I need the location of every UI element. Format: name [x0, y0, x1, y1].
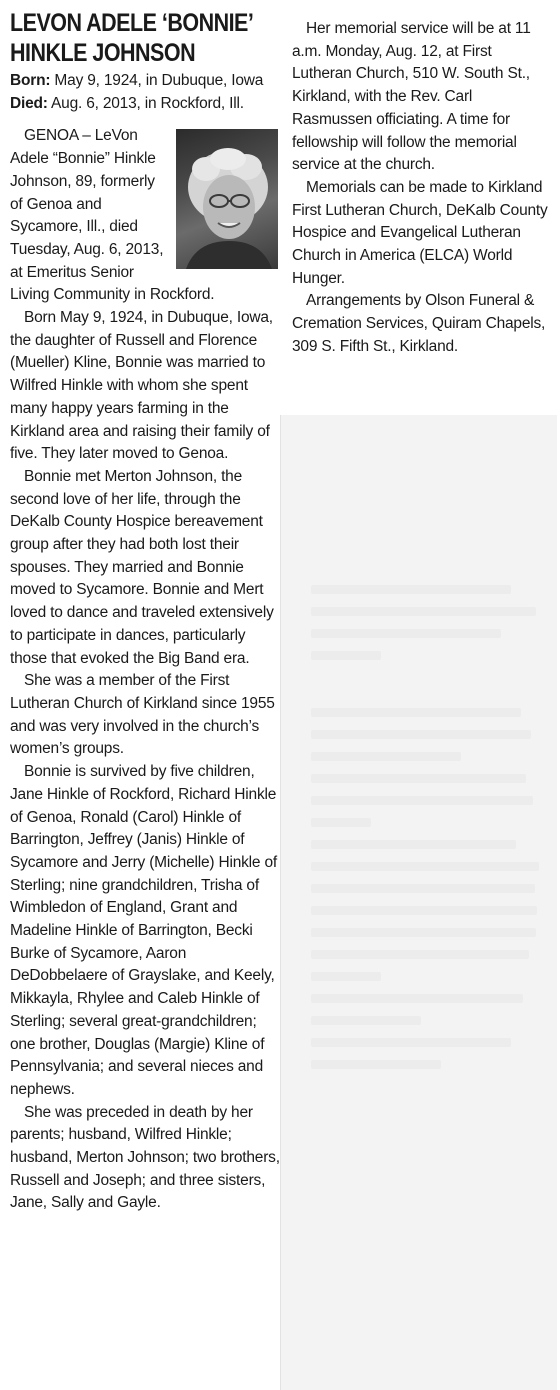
memorial-service-paragraph: Her memorial service will be at 11 a.m. Monday, Aug. 12, at First Lutheran Church, 510 W. South St., Kirkland, with the Rev. Carl Rasmussen officiating. A time for fellowship will follow the memorial service at the church. — [292, 20, 531, 174]
paragraph-text: GENOA – LeVon Adele “Bonnie” Hinkle Johnson, 89, formerly of Genoa and Sycamore, Ill., died Tuesday, Aug. 6, 2013, at Emeritus Senior Living Community in Rockford. — [10, 127, 215, 304]
died-line — [10, 93, 280, 116]
obituary-headline: LEVON ADELE ‘BONNIE’ HINKLE JOHNSON — [10, 9, 253, 67]
born-label: Born: — [10, 72, 51, 89]
born-line — [10, 70, 280, 93]
obituary-paragraph: She was a member of the First Lutheran Church of Kirkland since 1955 and was very involved in the church’s women’s groups. — [10, 672, 275, 758]
obituary-paragraph — [10, 125, 280, 307]
memorials-paragraph: Memorials can be made to Kirkland First Lutheran Church, DeKalb County Hospice and Evangelical Lutheran Church in America (ELCA) World Hunger. — [292, 178, 548, 287]
obituary-paragraph: Bonnie is survived by five children, Jane Hinkle of Rockford, Richard Hinkle of Genoa, Ronald (Carol) Hinkle of Barrington, Jeffrey (Janis) Hinkle of Sycamore and Jerry (Michelle) Hinkle of Sterling; nine grandchildren, Trisha of Wimbledon of England, Grant and Madeline Hinkle of Barrington, Becki Burke of Sycamore, Aaron DeDobbelaere of Grayslake, and Keely, Mikkayla, Rhylee and Caleb Hinkle of Sterling; several great-grandchildren; one brother, Douglas (Margie) Kline of Pennsylvania; and several nieces and nephews. — [10, 763, 277, 1098]
portrait-photo — [176, 129, 278, 269]
arrangements-paragraph: Arrangements by Olson Funeral & Cremation Services, Quiram Chapels, 309 S. Fifth St., Kirkland. — [292, 292, 546, 355]
right-column — [292, 18, 554, 359]
obituary-paragraph: Bonnie met Merton Johnson, the second love of her life, through the DeKalb County Hospice bereavement group after they had both lost their spouses. They married and Bonnie moved to Sycamore. Bonnie and Mert loved to dance and traveled extensively to participate in dances, particularly those that evoked the Big Band era. — [10, 467, 274, 667]
obituary-paragraph: She was preceded in death by her parents; husband, Wilfred Hinkle; husband, Merton Johnson; two brothers, Russell and Joseph; and three sisters, Jane, Sally and Gayle. — [10, 1103, 280, 1212]
born-text: May 9, 1924, in Dubuque, Iowa — [50, 72, 264, 89]
died-label: Died: — [10, 94, 48, 112]
portrait-photo-icon — [176, 129, 278, 269]
faded-background-clipping — [280, 415, 557, 1390]
died-text: Aug. 6, 2013, in Rockford, Ill. — [47, 94, 244, 112]
illegible-ghost-text — [311, 550, 541, 1082]
obituary-paragraph: Born May 9, 1924, in Dubuque, Iowa, the daughter of Russell and Florence (Mueller) Kline, Bonnie was married to Wilfred Hinkle with whom she spent many happy years farming in the Kirkland area and raising their family of five. They later moved to Genoa. — [10, 309, 273, 463]
left-column — [10, 8, 280, 1215]
